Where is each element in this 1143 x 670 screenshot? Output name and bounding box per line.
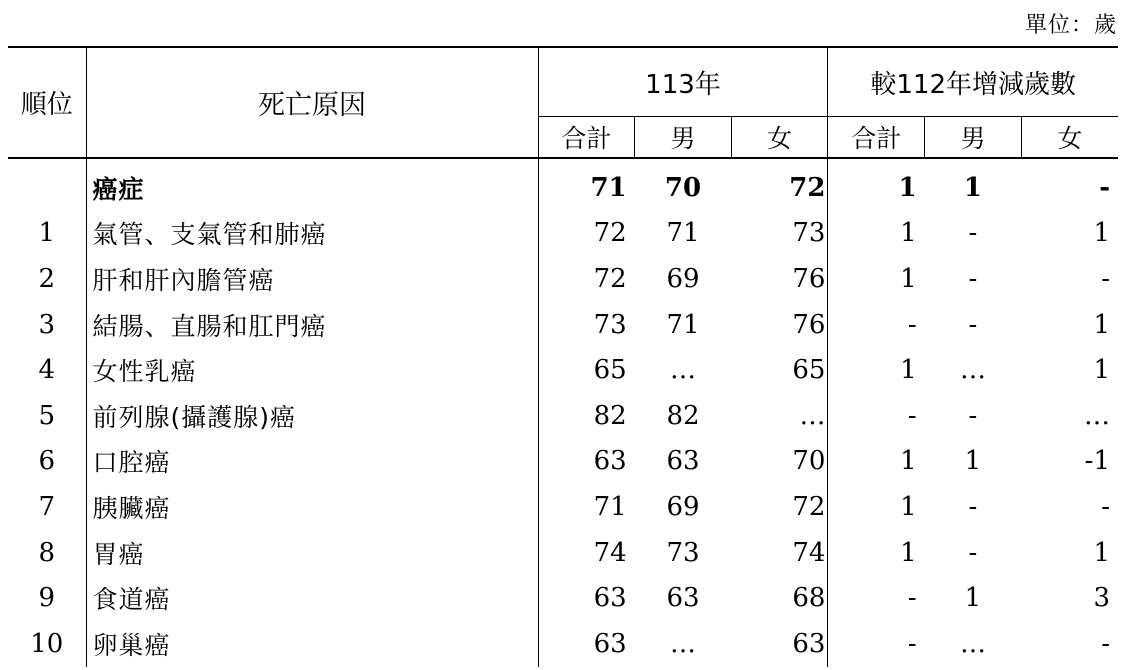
value-cell-female-change: 1 [1093,218,1110,249]
value-cell-female-113: 72 [731,158,828,211]
value-cell-male-113: 73 [666,537,700,568]
value-cell-male-113: … [669,355,696,386]
cause-header: 死亡原因 [86,47,538,158]
value-cell-female-change: 1 [1093,537,1110,568]
table-row [8,256,1118,302]
value-cell-total-113: 71 [593,491,627,522]
value-cell-male-change: - [968,400,978,431]
table-row [8,302,1118,348]
value-cell-male-113: 69 [666,491,700,522]
value-cell-male-113: 63 [666,583,700,614]
value-cell-total-113: 63 [593,628,627,659]
cause-cell: 氣管、支氣管和肺癌 [86,211,538,257]
rank-cell: 8 [8,530,86,576]
value-cell-male-change: 1 [964,446,982,477]
value-cell-total-change: 1 [900,491,917,522]
value-cell-total-113: 74 [593,537,627,568]
table-row [8,439,1118,485]
cause-cell: 女性乳癌 [86,347,538,393]
value-cell-male-113: 82 [666,400,700,431]
table-row [8,393,1118,439]
value-cell-female-change: … [1084,400,1110,431]
rank-header: 順位 [8,47,86,158]
value-cell-total-change: - [907,309,917,340]
sub-header-male-113: 男 [635,117,732,159]
sub-header-female-change: 女 [1021,117,1118,159]
cause-cell: 結腸、直腸和肛門癌 [86,302,538,348]
value-cell-female-113: 63 [731,621,828,667]
value-cell-female-change: - [1101,628,1110,659]
value-cell-male-change: 1 [963,172,982,203]
table-row [8,621,1118,667]
value-cell-total-change: - [907,583,917,614]
value-cell-total-113: 72 [593,218,627,249]
value-cell-total-change: - [907,628,917,659]
value-cell-male-change: - [968,263,978,294]
value-cell-total-change: 1 [900,263,917,294]
rank-cell [8,158,86,211]
value-cell-female-113: 76 [731,302,828,348]
cause-cell: 胃癌 [86,530,538,576]
value-cell-male-change: 1 [964,583,982,614]
sub-header-male-change: 男 [925,117,1022,159]
value-cell-female-change: 1 [1093,309,1110,340]
value-cell-total-change: 1 [898,172,917,203]
value-cell-female-113: 74 [731,530,828,576]
value-cell-male-113: 70 [664,172,702,203]
value-cell-total-change: 1 [900,355,917,386]
value-cell-female-change: 1 [1093,355,1110,386]
value-cell-male-113: 71 [666,309,700,340]
value-cell-male-change: - [968,309,978,340]
value-cell-male-change: … [959,628,986,659]
value-cell-total-113: 71 [590,172,627,203]
value-cell-male-change: - [968,218,978,249]
value-cell-female-113: 72 [731,484,828,530]
value-cell-total-113: 72 [593,263,627,294]
value-cell-male-113: … [669,628,696,659]
unit-label: 單位：歲 [1024,13,1117,38]
value-cell-male-113: 69 [666,263,700,294]
value-cell-male-113: 63 [666,446,700,477]
cause-cell: 前列腺(攝護腺)癌 [86,393,538,439]
value-cell-total-113: 63 [593,583,627,614]
rank-cell: 5 [8,393,86,439]
table-row [8,158,1118,211]
value-cell-male-change: … [959,355,986,386]
value-cell-female-113: 65 [731,347,828,393]
sub-header-female-113: 女 [731,117,828,159]
table-row [8,347,1118,393]
value-cell-female-change: - [1101,491,1110,522]
cancer-age-table [8,46,1118,667]
table-row [8,484,1118,530]
cause-cell: 胰臟癌 [86,484,538,530]
value-cell-male-change: - [968,491,978,522]
value-cell-female-113: 73 [731,211,828,257]
value-cell-total-change: 1 [900,537,917,568]
cause-cell: 肝和肝內膽管癌 [86,256,538,302]
value-cell-female-113: 70 [731,439,828,485]
rank-cell: 2 [8,256,86,302]
value-cell-female-change: -1 [1084,446,1110,477]
value-cell-female-change: - [1099,172,1110,203]
value-cell-male-113: 71 [666,218,700,249]
rank-cell: 9 [8,575,86,621]
rank-cell: 3 [8,302,86,348]
table-row [8,575,1118,621]
cause-cell: 食道癌 [86,575,538,621]
value-cell-total-113: 82 [593,400,627,431]
value-cell-female-113: 76 [731,256,828,302]
sub-header-total-113: 合計 [538,117,635,159]
value-cell-female-change: - [1101,263,1110,294]
rank-cell: 1 [8,211,86,257]
group-header-change: 較112年增減歲數 [828,47,1118,117]
value-cell-male-change: - [968,537,978,568]
value-cell-female-113: … [731,393,828,439]
value-cell-total-113: 65 [593,355,627,386]
cause-cell: 口腔癌 [86,439,538,485]
value-cell-total-113: 63 [593,446,627,477]
sub-header-total-change: 合計 [828,117,925,159]
table-row [8,530,1118,576]
value-cell-total-change: 1 [900,446,917,477]
rank-cell: 6 [8,439,86,485]
cause-cell: 癌症 [86,158,538,211]
value-cell-total-change: 1 [900,218,917,249]
value-cell-total-change: - [907,400,917,431]
value-cell-female-change: 3 [1093,583,1110,614]
table-row [8,211,1118,257]
value-cell-female-113: 68 [731,575,828,621]
rank-cell: 7 [8,484,86,530]
value-cell-total-113: 73 [593,309,627,340]
group-header-113: 113年 [538,47,828,117]
rank-cell: 10 [8,621,86,667]
rank-cell: 4 [8,347,86,393]
cause-cell: 卵巢癌 [86,621,538,667]
